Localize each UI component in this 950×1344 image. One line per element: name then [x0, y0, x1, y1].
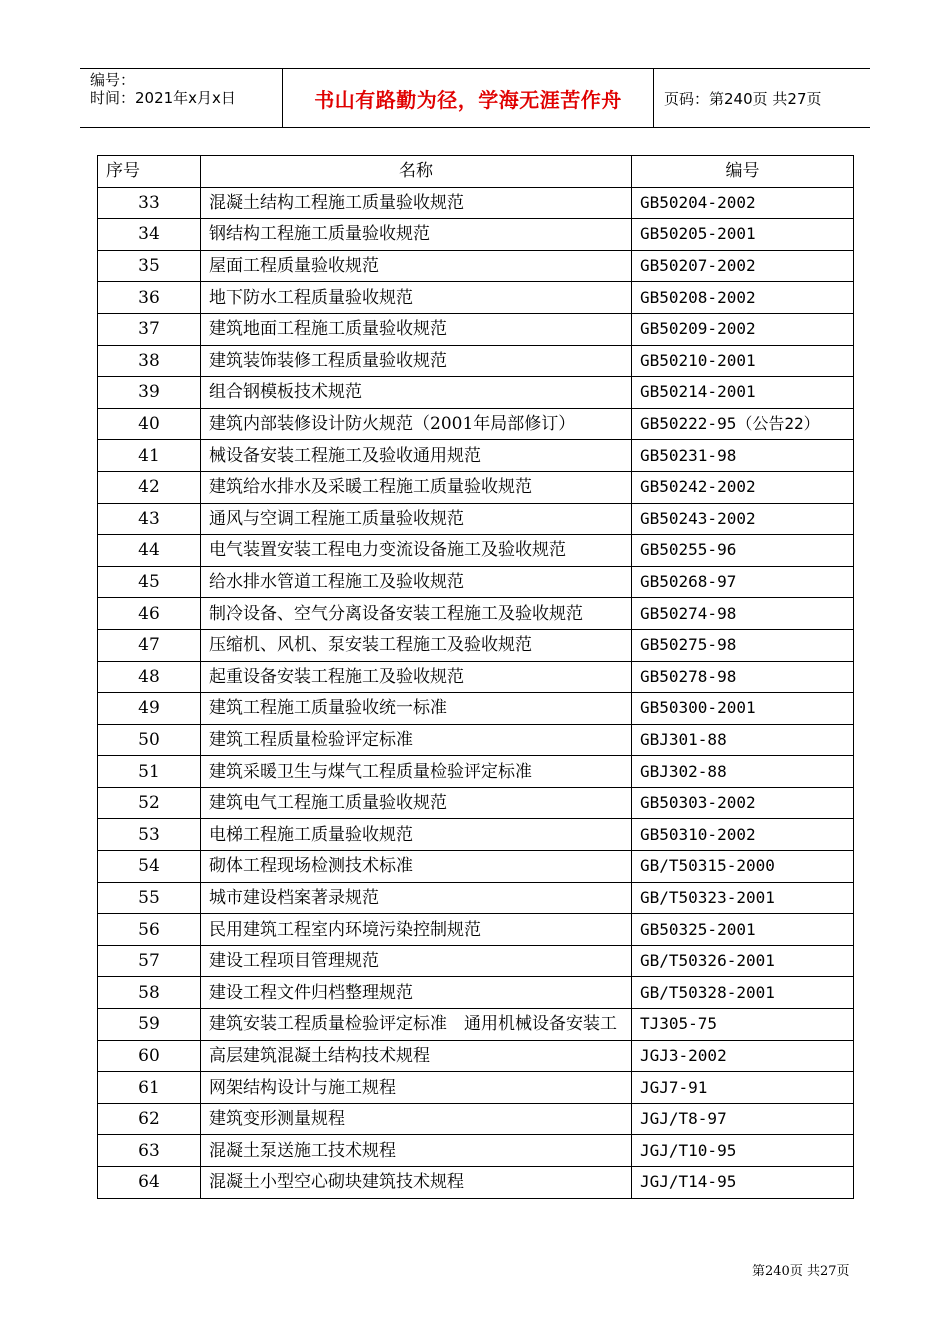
standard-code: GB/T50315-2000	[632, 851, 854, 883]
table-row	[98, 882, 854, 914]
table-row	[98, 250, 854, 282]
row-number: 41	[98, 440, 201, 472]
standard-code: GB50303-2002	[632, 787, 854, 819]
table-row	[98, 187, 854, 219]
standard-code: GB/T50326-2001	[632, 945, 854, 977]
table-row	[98, 1009, 854, 1041]
header-meta	[80, 69, 282, 127]
standard-code: GB50231-98	[632, 440, 854, 472]
standard-code: GB50204-2002	[632, 187, 854, 219]
table-row	[98, 693, 854, 725]
table-row	[98, 1072, 854, 1104]
standard-code: GB50210-2001	[632, 345, 854, 377]
standard-code: GB50275-98	[632, 629, 854, 661]
standard-code: GB50222-95（公告22）	[632, 408, 854, 440]
standard-code: GB50208-2002	[632, 282, 854, 314]
row-number: 46	[98, 598, 201, 630]
standard-name: 建设工程项目管理规范	[201, 945, 632, 977]
standard-name: 建筑采暖卫生与煤气工程质量检验评定标准	[201, 756, 632, 788]
table-row	[98, 503, 854, 535]
table-row	[98, 282, 854, 314]
table-row	[98, 629, 854, 661]
table-header-row	[98, 156, 854, 188]
standard-code: JGJ/T8-97	[632, 1103, 854, 1135]
column-header-name: 名称	[201, 156, 632, 188]
standard-name: 民用建筑工程室内环境污染控制规范	[201, 914, 632, 946]
standard-name: 建筑装饰装修工程质量验收规范	[201, 345, 632, 377]
standard-code: GB50310-2002	[632, 819, 854, 851]
row-number: 58	[98, 977, 201, 1009]
standard-code: JGJ/T14-95	[632, 1167, 854, 1199]
row-number: 51	[98, 756, 201, 788]
row-number: 33	[98, 187, 201, 219]
standard-name: 建设工程文件归档整理规范	[201, 977, 632, 1009]
table-row	[98, 313, 854, 345]
standard-code: GB50214-2001	[632, 377, 854, 409]
table-row	[98, 977, 854, 1009]
standards-table	[97, 155, 854, 1199]
standard-name: 建筑安装工程质量检验评定标准 通用机械设备安装工	[201, 1009, 632, 1041]
standard-name: 建筑给水排水及采暖工程施工质量验收规范	[201, 471, 632, 503]
standard-name: 钢结构工程施工质量验收规范	[201, 219, 632, 251]
row-number: 45	[98, 566, 201, 598]
table-row	[98, 1103, 854, 1135]
row-number: 43	[98, 503, 201, 535]
row-number: 39	[98, 377, 201, 409]
row-number: 42	[98, 471, 201, 503]
row-number: 37	[98, 313, 201, 345]
table-row	[98, 471, 854, 503]
header-motto: 书山有路勤为径，学海无涯苦作舟	[282, 69, 654, 127]
standard-name: 建筑内部装修设计防火规范（2001年局部修订）	[201, 408, 632, 440]
standard-name: 城市建设档案著录规范	[201, 882, 632, 914]
standard-name: 压缩机、风机、泵安装工程施工及验收规范	[201, 629, 632, 661]
table-row	[98, 1167, 854, 1199]
standard-name: 起重设备安装工程施工及验收规范	[201, 661, 632, 693]
standard-name: 屋面工程质量验收规范	[201, 250, 632, 282]
standard-name: 给水排水管道工程施工及验收规范	[201, 566, 632, 598]
standard-name: 通风与空调工程施工质量验收规范	[201, 503, 632, 535]
standard-name: 组合钢模板技术规范	[201, 377, 632, 409]
row-number: 40	[98, 408, 201, 440]
row-number: 61	[98, 1072, 201, 1104]
standard-code: GB50209-2002	[632, 313, 854, 345]
table-row	[98, 787, 854, 819]
table-row	[98, 851, 854, 883]
row-number: 38	[98, 345, 201, 377]
page-footer: 第240页 共27页	[752, 1264, 850, 1279]
row-number: 35	[98, 250, 201, 282]
standard-code: GB50255-96	[632, 535, 854, 567]
row-number: 63	[98, 1135, 201, 1167]
standard-name: 械设备安装工程施工及验收通用规范	[201, 440, 632, 472]
row-number: 56	[98, 914, 201, 946]
standard-code: GB50300-2001	[632, 693, 854, 725]
standard-code: GB50268-97	[632, 566, 854, 598]
table-row	[98, 819, 854, 851]
standard-name: 混凝土泵送施工技术规程	[201, 1135, 632, 1167]
row-number: 59	[98, 1009, 201, 1041]
standard-code: JGJ3-2002	[632, 1040, 854, 1072]
standard-code: GB50274-98	[632, 598, 854, 630]
standard-name: 建筑变形测量规程	[201, 1103, 632, 1135]
standard-code: GB50278-98	[632, 661, 854, 693]
table-row	[98, 945, 854, 977]
standard-code: TJ305-75	[632, 1009, 854, 1041]
standard-code: GB50207-2002	[632, 250, 854, 282]
standard-name: 建筑工程质量检验评定标准	[201, 724, 632, 756]
time-label: 时间：2021年x月x日	[90, 89, 236, 107]
standard-name: 网架结构设计与施工规程	[201, 1072, 632, 1104]
table-row	[98, 440, 854, 472]
table-row	[98, 598, 854, 630]
table-row	[98, 1040, 854, 1072]
column-header-no: 序号	[98, 156, 201, 188]
standard-name: 电梯工程施工质量验收规范	[201, 819, 632, 851]
table-row	[98, 661, 854, 693]
standard-name: 地下防水工程质量验收规范	[201, 282, 632, 314]
row-number: 48	[98, 661, 201, 693]
standard-name: 混凝土小型空心砌块建筑技术规程	[201, 1167, 632, 1199]
row-number: 44	[98, 535, 201, 567]
standard-code: GB50243-2002	[632, 503, 854, 535]
standard-name: 制冷设备、空气分离设备安装工程施工及验收规范	[201, 598, 632, 630]
standard-code: JGJ7-91	[632, 1072, 854, 1104]
standard-code: GB50325-2001	[632, 914, 854, 946]
standard-code: GB50242-2002	[632, 471, 854, 503]
standard-code: GBJ301-88	[632, 724, 854, 756]
table-row	[98, 535, 854, 567]
table-row	[98, 408, 854, 440]
row-number: 54	[98, 851, 201, 883]
row-number: 47	[98, 629, 201, 661]
row-number: 53	[98, 819, 201, 851]
page-header	[80, 68, 870, 128]
standard-name: 高层建筑混凝土结构技术规程	[201, 1040, 632, 1072]
standard-name: 建筑地面工程施工质量验收规范	[201, 313, 632, 345]
table-row	[98, 914, 854, 946]
row-number: 34	[98, 219, 201, 251]
serial-label: 编号：	[90, 71, 136, 89]
column-header-code: 编号	[632, 156, 854, 188]
standard-name: 建筑工程施工质量验收统一标准	[201, 693, 632, 725]
standard-name: 砌体工程现场检测技术标准	[201, 851, 632, 883]
table-body	[98, 187, 854, 1198]
row-number: 50	[98, 724, 201, 756]
standard-name: 混凝土结构工程施工质量验收规范	[201, 187, 632, 219]
table-row	[98, 1135, 854, 1167]
table-row	[98, 377, 854, 409]
table-row	[98, 756, 854, 788]
standard-name: 电气装置安装工程电力变流设备施工及验收规范	[201, 535, 632, 567]
row-number: 57	[98, 945, 201, 977]
standard-code: GBJ302-88	[632, 756, 854, 788]
table-row	[98, 345, 854, 377]
row-number: 49	[98, 693, 201, 725]
standard-code: GB/T50328-2001	[632, 977, 854, 1009]
row-number: 60	[98, 1040, 201, 1072]
standard-code: GB/T50323-2001	[632, 882, 854, 914]
table-row	[98, 219, 854, 251]
standard-code: GB50205-2001	[632, 219, 854, 251]
table-row	[98, 566, 854, 598]
standard-code: JGJ/T10-95	[632, 1135, 854, 1167]
row-number: 52	[98, 787, 201, 819]
table-row	[98, 724, 854, 756]
row-number: 36	[98, 282, 201, 314]
header-page-info: 页码：第240页 共27页	[664, 89, 822, 108]
row-number: 64	[98, 1167, 201, 1199]
standard-name: 建筑电气工程施工质量验收规范	[201, 787, 632, 819]
row-number: 62	[98, 1103, 201, 1135]
row-number: 55	[98, 882, 201, 914]
